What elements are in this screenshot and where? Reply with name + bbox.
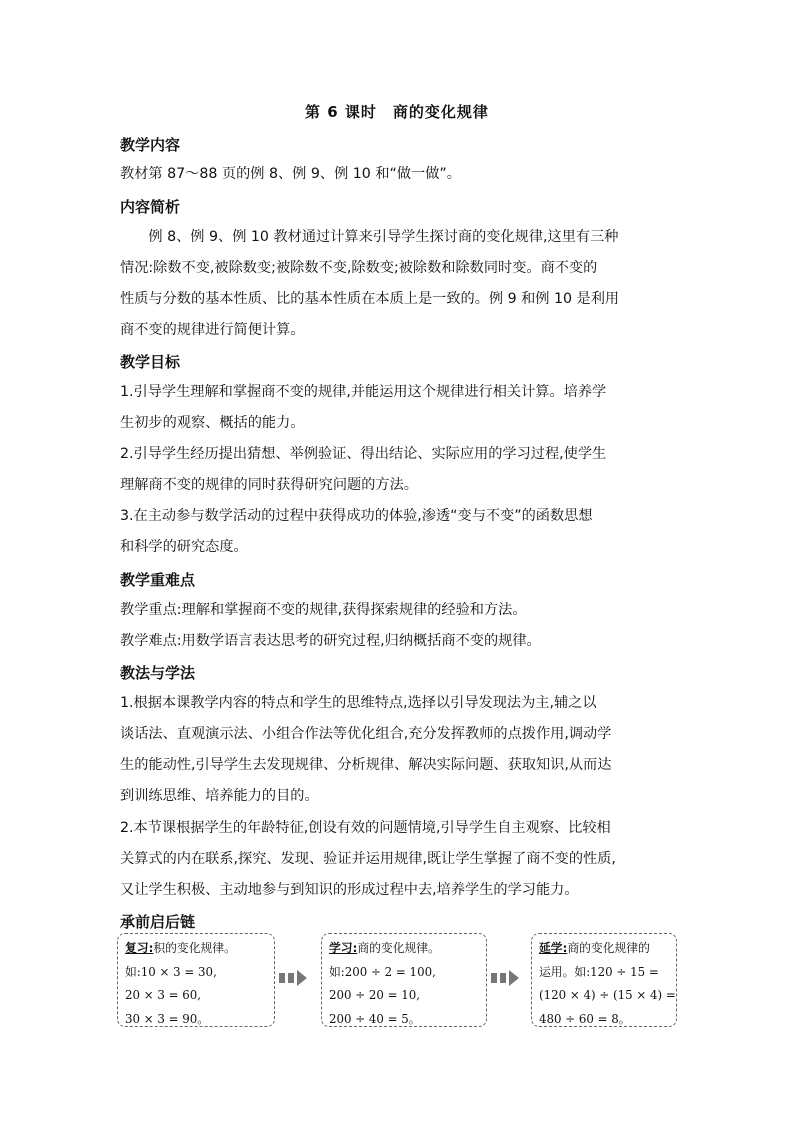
heading-key-points: 教学重难点 xyxy=(120,571,196,589)
goal-line: 3.在主动参与数学活动的过程中获得成功的体验,渗透“变与不变”的函数思想 xyxy=(120,508,593,524)
learn-line: 如:200 ÷ 2 = 100, xyxy=(329,964,436,979)
extend-line: 480 ÷ 60 = 8。 xyxy=(539,1011,631,1026)
page-title: 第 6 课时 商的变化规律 xyxy=(305,103,489,121)
heading-content: 教学内容 xyxy=(120,136,181,154)
content-text: 教材第 87～88 页的例 8、例 9、例 10 和“做一做”。 xyxy=(120,166,461,182)
analysis-line: 性质与分数的基本性质、比的基本性质在本质上是一致的。例 9 和例 10 是利用 xyxy=(120,291,620,307)
learn-box xyxy=(321,933,487,1027)
review-line: 如:10 × 3 = 30, xyxy=(125,964,217,979)
key-point-line: 教学重点:理解和掌握商不变的规律,获得探索规律的经验和方法。 xyxy=(120,602,527,618)
learn-line: 200 ÷ 20 = 10, xyxy=(329,988,421,1002)
heading-analysis: 内容简析 xyxy=(120,198,181,216)
extend-label: 延学: xyxy=(539,941,568,955)
arrow-right-icon xyxy=(279,970,317,986)
learn-line: 200 ÷ 40 = 5。 xyxy=(329,1011,421,1026)
method-line: 到训练思维、培养能力的目的。 xyxy=(120,788,319,804)
key-point-line: 教学难点:用数学语言表达思考的研究过程,归纳概括商不变的规律。 xyxy=(120,633,541,649)
review-text: 积的变化规律。 xyxy=(153,941,236,955)
analysis-line: 例 8、例 9、例 10 教材通过计算来引导学生探讨商的变化规律,这里有三种 xyxy=(120,229,619,245)
review-line: 30 × 3 = 90。 xyxy=(125,1011,210,1026)
extend-text: 商的变化规律的 xyxy=(567,941,650,955)
goal-line: 理解商不变的规律的同时获得研究问题的方法。 xyxy=(120,477,418,493)
goal-line: 2.引导学生经历提出猜想、举例验证、得出结论、实际应用的学习过程,使学生 xyxy=(120,446,607,462)
goal-line: 1.引导学生理解和掌握商不变的规律,并能运用这个规律进行相关计算。培养学 xyxy=(120,384,607,400)
goal-line: 生初步的观察、概括的能力。 xyxy=(120,415,305,431)
review-box xyxy=(117,933,275,1027)
method-line: 生的能动性,引导学生去发现规律、分析规律、解决实际问题、获取知识,从而达 xyxy=(120,757,612,773)
extend-box xyxy=(531,933,677,1027)
lesson-chain xyxy=(117,933,677,1029)
goal-line: 和科学的研究态度。 xyxy=(120,539,248,555)
method-line: 又让学生积极、主动地参与到知识的形成过程中去,培养学生的学习能力。 xyxy=(120,882,579,898)
extend-line: (120 × 4) ÷ (15 × 4) = xyxy=(539,988,676,1002)
heading-chain: 承前启后链 xyxy=(120,913,196,931)
analysis-line: 情况:除数不变,被除数变;被除数不变,除数变;被除数和除数同时变。商不变的 xyxy=(120,260,598,276)
heading-goals: 教学目标 xyxy=(120,353,181,371)
learn-label: 学习: xyxy=(329,941,358,955)
review-label: 复习: xyxy=(125,941,154,955)
arrow-right-icon xyxy=(491,970,529,986)
method-line: 2.本节课根据学生的年龄特征,创设有效的问题情境,引导学生自主观察、比较相 xyxy=(120,820,611,836)
review-line: 20 × 3 = 60, xyxy=(125,988,202,1002)
method-line: 谈话法、直观演示法、小组合作法等优化组合,充分发挥教师的点拨作用,调动学 xyxy=(120,726,612,742)
method-line: 1.根据本课教学内容的特点和学生的思维特点,选择以引导发现法为主,辅之以 xyxy=(120,695,597,711)
analysis-line: 商不变的规律进行简便计算。 xyxy=(120,322,305,338)
method-line: 关算式的内在联系,探究、发现、验证并运用规律,既让学生掌握了商不变的性质, xyxy=(120,851,616,867)
heading-methods: 教法与学法 xyxy=(120,664,196,682)
learn-text: 商的变化规律。 xyxy=(357,941,440,955)
extend-line: 运用。如:120 ÷ 15 = xyxy=(539,964,659,979)
